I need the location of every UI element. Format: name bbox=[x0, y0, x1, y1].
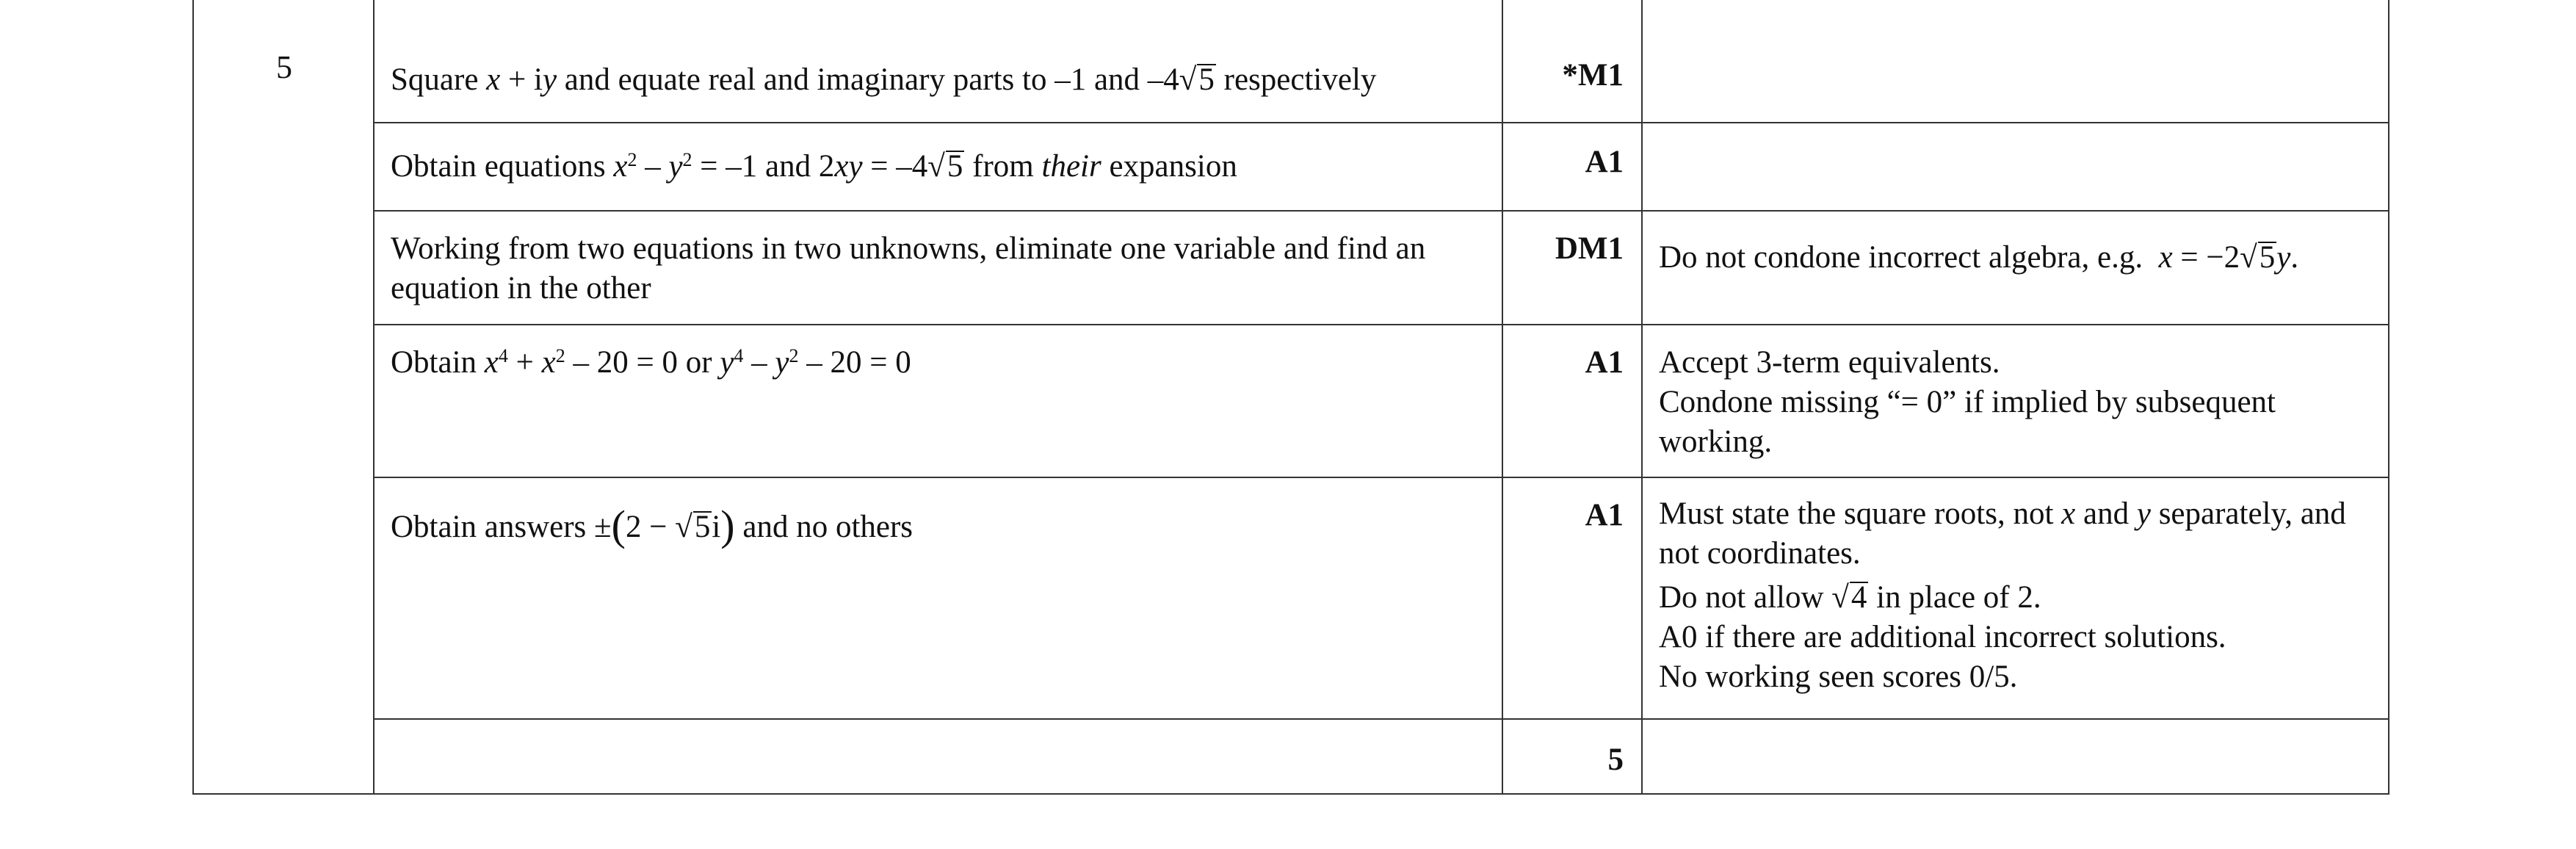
answer-text: Obtain answers ±(2 − √5i) and no others bbox=[391, 502, 913, 549]
mark-cell: DM1 bbox=[1503, 212, 1643, 324]
answer-text: Obtain equations $x^2 - y^2 = -1$ and 2xy = –4√5 from their expansion bbox=[391, 149, 1237, 184]
question-column bbox=[194, 0, 375, 793]
answer-cell bbox=[375, 720, 1503, 793]
table-row bbox=[375, 478, 2389, 720]
total-mark: 5 bbox=[1503, 720, 1643, 793]
table-row bbox=[375, 212, 2389, 325]
answer-cell bbox=[375, 123, 1503, 210]
guidance-line: Do not allow √4 in place of 2. bbox=[1659, 580, 2041, 615]
guidance-cell bbox=[1643, 0, 2389, 122]
answer-cell bbox=[375, 478, 1503, 718]
guidance-line: Do not condone incorrect algebra, e.g. x = −2√5y. bbox=[1659, 240, 2299, 275]
mark-scheme-table bbox=[192, 0, 2389, 795]
guidance-cell bbox=[1643, 478, 2389, 718]
table-row-total bbox=[375, 720, 2389, 793]
table-row bbox=[375, 0, 2389, 123]
guidance-line: Condone missing “= 0” if implied by subsequent working. bbox=[1659, 385, 2276, 459]
guidance-line: Must state the square roots, not x and y separately, and not coordinates. bbox=[1659, 496, 2346, 571]
guidance-cell bbox=[1643, 325, 2389, 477]
mark-cell: A1 bbox=[1503, 123, 1643, 210]
mark-cell: *M1 bbox=[1503, 0, 1643, 122]
mark-cell: A1 bbox=[1503, 478, 1643, 718]
answer-cell bbox=[375, 0, 1503, 122]
guidance-line: Accept 3-term equivalents. bbox=[1659, 345, 2000, 380]
guidance-cell bbox=[1643, 720, 2389, 793]
guidance-line: No working seen scores 0/5. bbox=[1659, 660, 2018, 694]
question-number: 5 bbox=[276, 49, 292, 85]
guidance-cell bbox=[1643, 212, 2389, 324]
answer-text: Obtain $x^4 + x^2 - 20 = 0$ or $y^4 - y^2 - 20 = 0$ bbox=[391, 345, 911, 380]
table-row bbox=[375, 325, 2389, 478]
answer-text: Square x + iy and equate real and imaginary parts to –1 and –4√5 respectively bbox=[391, 62, 1377, 97]
table-row bbox=[375, 123, 2389, 212]
answer-cell: Working from two equations in two unknowns, eliminate one variable and find an equation in the other bbox=[375, 212, 1503, 324]
mark-cell: A1 bbox=[1503, 325, 1643, 477]
guidance-cell bbox=[1643, 123, 2389, 210]
guidance-line: A0 if there are additional incorrect solutions. bbox=[1659, 620, 2226, 654]
answer-cell bbox=[375, 325, 1503, 477]
